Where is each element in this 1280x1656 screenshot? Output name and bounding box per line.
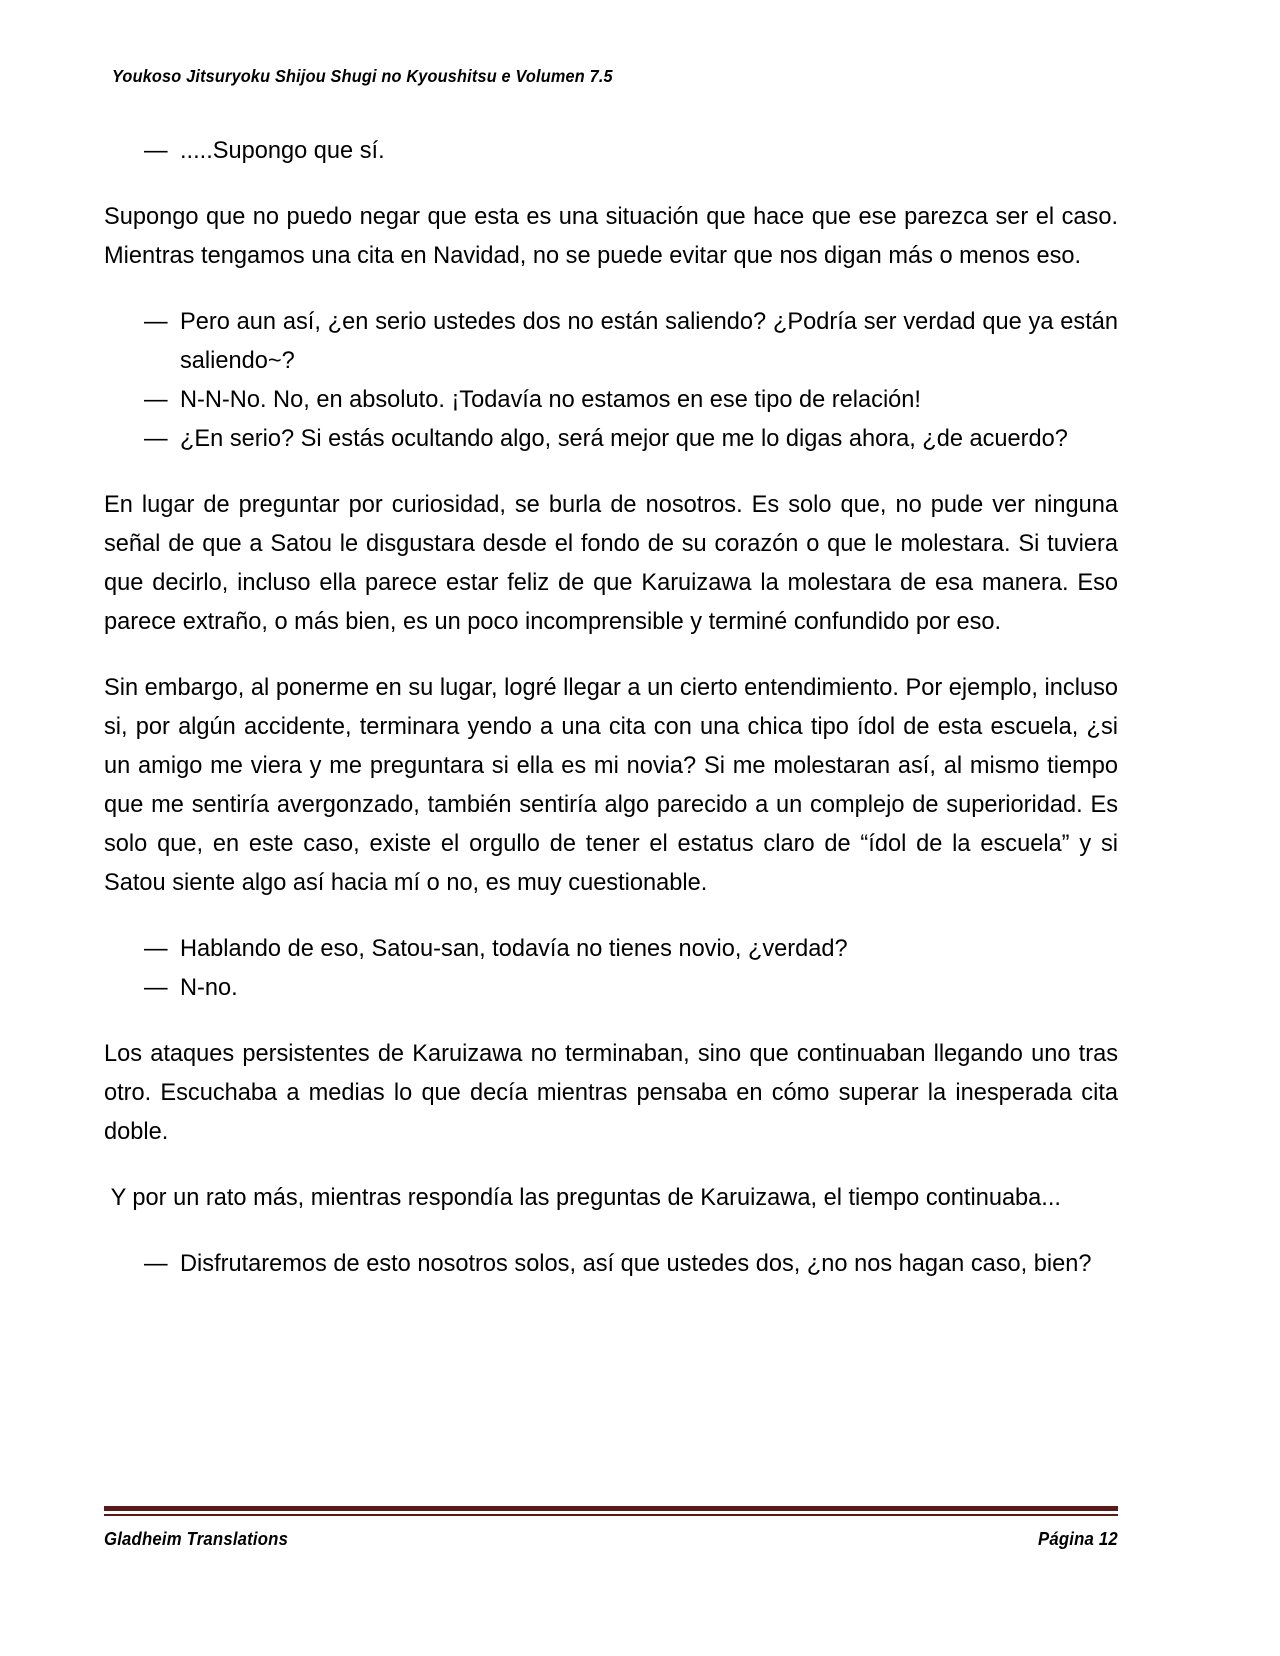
footer-row — [104, 1529, 1118, 1550]
page-footer — [104, 1506, 1118, 1550]
em-dash-marker: — — [144, 426, 168, 452]
paragraph: Sin embargo, al ponerme en su lugar, logré llegar a un cierto entendimiento. Por ejemplo, incluso si, por algún accidente, terminara yendo a una cita con una chica tipo ídol de esta escuela, ¿si un amigo me viera y me preguntara si ella es mi novia? Si me molestaran así, al mismo tiempo que me sentiría avergonzado, también sentiría algo parecido a un complejo de superioridad. Es solo que, en este caso, existe el orgullo de tener el estatus claro de “ídol de la escuela” y si Satou siente algo así hacia mí o no, es muy cuestionable. — [104, 675, 1118, 896]
em-dash-marker: — — [144, 1251, 168, 1277]
dialogue-line — [144, 303, 1118, 381]
dialogue-text: ¿En serio? Si estás ocultando algo, será mejor que me lo digas ahora, ¿de acuerdo? — [180, 426, 1068, 452]
dialogue-text: N-no. — [180, 975, 238, 1001]
dialogue-line — [144, 930, 1118, 969]
paragraph: Los ataques persistentes de Karuizawa no terminaban, sino que continuaban llegando uno tras otro. Escuchaba a medias lo que decía mientras pensaba en cómo superar la inesperada cita doble. — [104, 1041, 1118, 1145]
dialogue-line — [144, 420, 1118, 459]
paragraph: Y por un rato más, mientras respondía las preguntas de Karuizawa, el tiempo continuaba... — [104, 1185, 1061, 1211]
dialogue-text: .....Supongo que sí. — [180, 138, 385, 164]
footer-translator-credit: Gladheim Translations — [104, 1529, 289, 1549]
dialogue-line — [144, 132, 1118, 171]
dialogue-line — [144, 381, 1118, 420]
dialogue-block — [104, 303, 1118, 459]
paragraph: Supongo que no puedo negar que esta es una situación que hace que ese parezca ser el caso. Mientras tengamos una cita en Navidad, no se puede evitar que nos digan más o menos eso. — [104, 204, 1118, 269]
dialogue-line — [144, 1245, 1118, 1284]
dialogue-text: N-N-No. No, en absoluto. ¡Todavía no estamos en ese tipo de relación! — [180, 387, 921, 413]
dialogue-text: Pero aun así, ¿en serio ustedes dos no están saliendo? ¿Podría ser verdad que ya están saliendo~? — [180, 309, 1118, 374]
dialogue-line — [144, 969, 1118, 1008]
dialogue-block — [104, 1245, 1118, 1284]
dialogue-block — [104, 132, 1118, 171]
dialogue-block — [104, 930, 1118, 1008]
header-title: Youkoso Jitsuryoku Shijou Shugi no Kyoushitsu e Volumen 7.5 — [112, 66, 613, 86]
em-dash-marker: — — [144, 387, 168, 413]
dialogue-text: Hablando de eso, Satou-san, todavía no tienes novio, ¿verdad? — [180, 936, 848, 962]
page-header — [112, 66, 1120, 96]
dialogue-text: Disfrutaremos de esto nosotros solos, así que ustedes dos, ¿no nos hagan caso, bien? — [180, 1251, 1092, 1277]
em-dash-marker: — — [144, 309, 168, 335]
em-dash-marker: — — [144, 975, 168, 1001]
paragraph: En lugar de preguntar por curiosidad, se burla de nosotros. Es solo que, no pude ver ninguna señal de que a Satou le disgustara desde el fondo de su corazón o que le molestara. Si tuviera que decirlo, incluso ella parece estar feliz de que Karuizawa la molestara de esa manera. Eso parece extraño, o más bien, es un poco incomprensible y terminé confundido por eso. — [104, 492, 1118, 635]
footer-divider-thin — [104, 1514, 1118, 1516]
document-body — [104, 132, 1118, 1311]
footer-page-number: Página 12 — [1038, 1529, 1118, 1549]
em-dash-marker: — — [144, 936, 168, 962]
em-dash-marker: — — [144, 138, 168, 164]
